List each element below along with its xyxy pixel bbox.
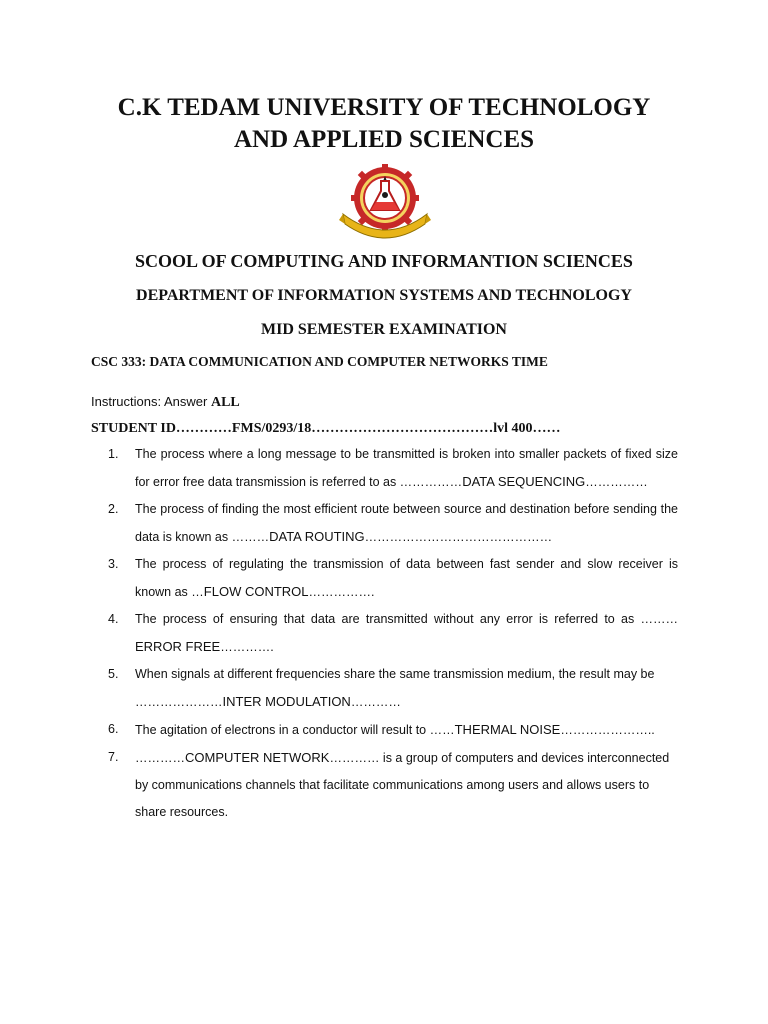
instructions (91, 394, 240, 411)
university-title-line-1: C.K TEDAM UNIVERSITY OF TECHNOLOGY (117, 94, 651, 121)
course-title: CSC 333: DATA COMMUNICATION AND COMPUTER NETWORKS TIME (91, 354, 548, 369)
instructions-label: Instructions: Answer (91, 394, 211, 409)
question-item (108, 716, 678, 744)
question-prompt: The process where a long message to be transmitted is broken into smaller packets of fixed size for error free data transmission is referred to as …………… (135, 447, 678, 489)
question-prompt: When signals at different frequencies share the same transmission medium, the result may be ………………… (135, 667, 655, 709)
instructions-emphasis: ALL (210, 395, 240, 410)
question-number: 4. (108, 612, 119, 626)
question-item (108, 661, 678, 716)
question-answer: THERMAL NOISE (454, 722, 561, 737)
question-trailing: ………… (350, 695, 401, 709)
question-prompt: The process of finding the most efficient route between source and destination before sending the data is known as ……… (135, 502, 678, 544)
question-prompt: ………… (135, 751, 185, 765)
question-number: 7. (108, 750, 119, 764)
question-answer: DATA ROUTING (269, 529, 365, 544)
question-answer: COMPUTER NETWORK (185, 750, 330, 765)
question-number: 1. (108, 447, 119, 461)
question-trailing: …………. (220, 640, 274, 654)
question-trailing: ………………….. (560, 723, 655, 737)
exam-title: MID SEMESTER EXAMINATION (261, 321, 507, 338)
question-prompt: The process of regulating the transmission of data between fast sender and slow receiver is known as … (135, 557, 678, 599)
question-answer: DATA SEQUENCING (462, 474, 586, 489)
question-item (108, 496, 678, 551)
question-trailing: ……………. (308, 585, 375, 599)
question-item (108, 606, 678, 661)
university-title-line-2: AND APPLIED SCIENCES (233, 126, 535, 153)
university-seal-icon (339, 164, 431, 240)
question-answer: FLOW CONTROL (203, 584, 309, 599)
question-text (135, 716, 678, 744)
question-text (135, 606, 678, 661)
department-name: DEPARTMENT OF INFORMATION SYSTEMS AND TECHNOLOGY (136, 287, 632, 304)
question-prompt: The process of ensuring that data are transmitted without any error is referred to as ……… (135, 612, 678, 626)
question-item (108, 551, 678, 606)
question-trailing: ……………………………………… (364, 530, 553, 544)
question-text (135, 441, 678, 496)
question-text (135, 551, 678, 606)
university-title (0, 92, 768, 156)
question-item (108, 441, 678, 496)
question-number: 6. (108, 722, 119, 736)
question-answer: INTER MODULATION (222, 694, 351, 709)
question-answer: ERROR FREE (135, 639, 221, 654)
question-prompt: The agitation of electrons in a conductor will result to …… (135, 723, 455, 737)
question-trailing: ………… is a group of computers and devices interconnected by communications channels that facilitate communications among users and allows users to share resources. (135, 751, 670, 819)
question-number: 2. (108, 502, 119, 516)
student-id-line: STUDENT ID…………FMS/0293/18…………………………………lvl 400…… (91, 421, 561, 436)
question-text (135, 744, 678, 826)
question-number: 5. (108, 667, 119, 681)
question-item (108, 744, 678, 826)
question-text (135, 496, 678, 551)
question-trailing: …………… (585, 475, 648, 489)
question-number: 3. (108, 557, 119, 571)
question-list (108, 441, 678, 826)
school-name: SCOOL OF COMPUTING AND INFORMANTION SCIENCES (135, 251, 633, 271)
question-text (135, 661, 678, 716)
